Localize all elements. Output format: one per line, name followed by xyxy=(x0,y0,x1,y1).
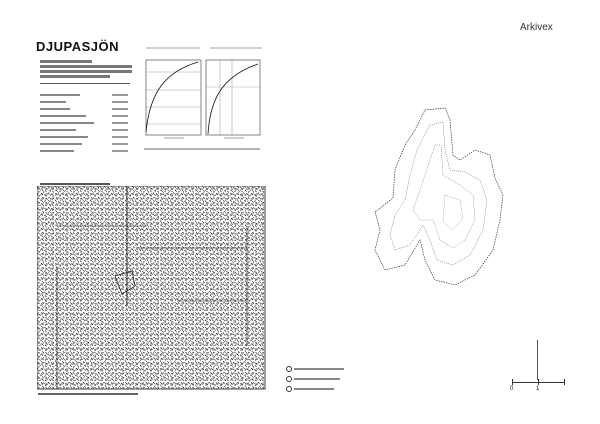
lake-depth-map xyxy=(365,100,525,305)
stats-row xyxy=(40,127,128,133)
lake-shoreline xyxy=(375,108,503,285)
legend-symbol xyxy=(286,386,292,392)
legend-text xyxy=(294,378,340,380)
vegetation-map xyxy=(37,186,267,391)
map-caption-top xyxy=(40,183,110,185)
legend-symbol xyxy=(286,376,292,382)
stats-row xyxy=(40,99,128,105)
stats-row xyxy=(40,113,128,119)
lake-title: DJUPASJÖN xyxy=(36,39,120,54)
volume-curve xyxy=(208,64,258,134)
area-curve xyxy=(146,62,198,132)
depth-contour-1 xyxy=(390,122,487,265)
north-arrow xyxy=(537,340,538,380)
area-depth-chart xyxy=(146,48,201,138)
stats-row xyxy=(40,141,128,147)
stats-row xyxy=(40,92,128,98)
stats-header-rule xyxy=(40,83,130,84)
scale-label-one: 1 xyxy=(536,386,540,392)
stats-row xyxy=(40,106,128,112)
depth-contour-3 xyxy=(443,195,463,230)
depth-charts xyxy=(140,42,265,157)
depth-contour-2 xyxy=(413,145,475,248)
volume-depth-chart xyxy=(206,48,262,138)
map-caption-bottom xyxy=(38,393,138,395)
map-legend xyxy=(286,366,356,392)
legend-text xyxy=(294,368,344,370)
stats-row xyxy=(40,148,128,154)
archive-stamp: Arkivex xyxy=(520,22,553,33)
legend-text xyxy=(294,388,334,390)
stats-row xyxy=(40,120,128,126)
scale-bar xyxy=(510,378,570,398)
legend-symbol xyxy=(286,366,292,372)
scale-label-zero: 0 xyxy=(510,386,514,392)
stats-row xyxy=(40,134,128,140)
